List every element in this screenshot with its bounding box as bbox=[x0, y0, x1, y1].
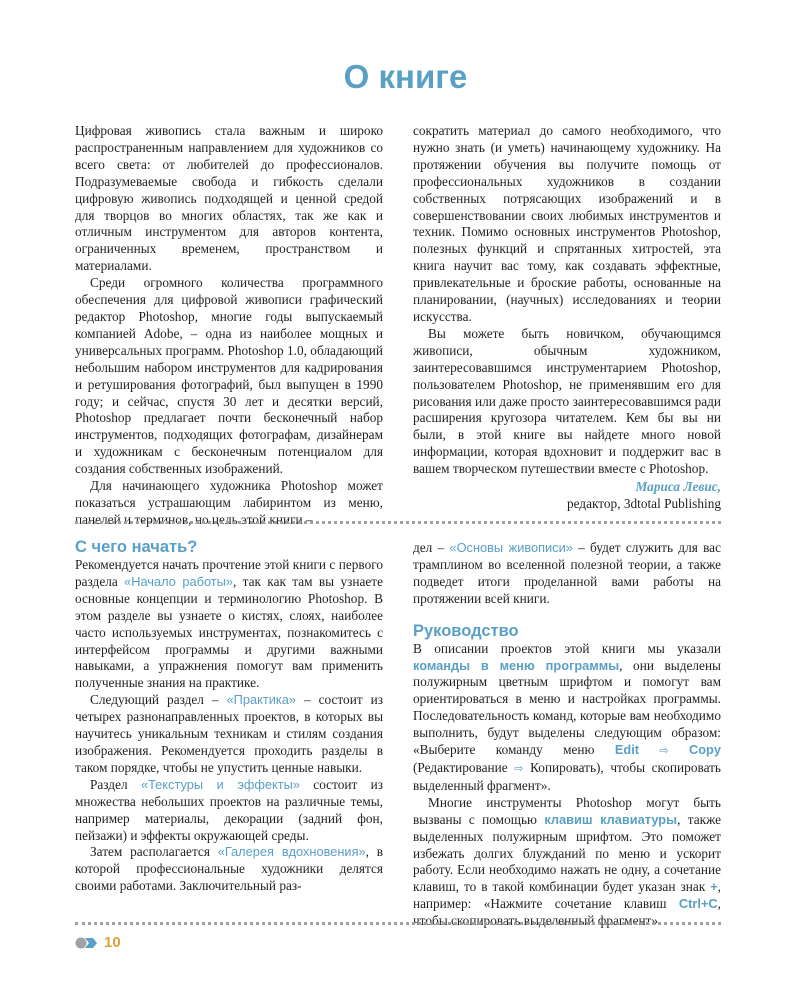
guide-paragraph: В описании проектов этой книги мы указали команды в меню программы, они выделены полужирным цветным шрифтом и помогут вам ориентироваться в меню и настройках программы. Последовательность команд, которые вам необходимо выполнить, будут выделены следующим образом: «Выберите команду меню Edit ⇨ Copy (Редактирование ⇨ Копировать), чтобы скопировать выделенный фрагмент». bbox=[413, 640, 721, 793]
start-paragraph: дел – «Основы живописи» – будет служить для вас трамплином во вселенной полезной теории, а также подведет итоги проделанной вами работы на протяжении всей книги. bbox=[413, 540, 721, 606]
section-link-gallery[interactable]: «Галерея вдохновения» bbox=[217, 844, 366, 860]
start-paragraph: Раздел «Текстуры и эффекты» состоит из множества небольших проектов на различные темы, например материалы, декорации (задний фон, пейзажи) и эффекты окружающей среды. bbox=[75, 776, 384, 843]
menu-edit-command: Edit bbox=[614, 742, 640, 758]
section-link-textures[interactable]: «Текстуры и эффекты» bbox=[140, 776, 300, 792]
section-link-start[interactable]: «Начало работы» bbox=[124, 573, 233, 589]
page-marker-icon bbox=[75, 936, 99, 950]
shortcut-ctrl-c: Ctrl+C bbox=[678, 896, 718, 912]
start-right-column bbox=[413, 540, 721, 930]
intro-right-column bbox=[413, 123, 721, 478]
menu-arrow-icon: ⇨ bbox=[659, 744, 669, 758]
intro-paragraph: сократить материал до самого необходимого, что нужно знать (и уметь) начинающему художнику. На протяжении обучения вы получите помощь от профессиональных художников в создании собственных потрясающих изображений и в совершенствовании своих любимых инструментов и техник. Помимо основных инструментов Photoshop, полезных функций и спрятанных хитростей, эта книга научит вас тому, как создавать эффектные, привлекательные и броские работы, основанные на планировании, (научных) исследованиях и теории искусства. bbox=[413, 123, 721, 324]
intro-paragraph: Вы можете быть новичком, обучающимся живописи, обычным художником, заинтересовавшимся инструментарием Photoshop, пользователем Photoshop, не применявшим его для рисования или даже просто заинтересовавшимся ради расширения кругозора читателем. Кем бы вы ни были, в этой книге вы найдете много новой информации, которая вдохновит и поддержит вас в вашем творческом путешествии вместе с Photoshop. bbox=[413, 325, 721, 477]
page-footer bbox=[75, 934, 121, 951]
section-divider bbox=[75, 521, 721, 524]
page-title: О книге bbox=[343, 58, 468, 95]
start-left-column bbox=[75, 557, 383, 895]
guide-paragraph: Многие инструменты Photoshop могут быть вызваны с помощью клавиш клавиатуры, также выделенных полужирным шрифтом. Это поможет избежать долгих блужданий по меню и ускорит работу. Если необходимо нажать не одну, а сочетание клавиш, то в такой комбинации будет указан знак +, например: «Нажмите сочетание клавиш Ctrl+C, чтобы скопировать выделенный фрагмент». bbox=[413, 794, 721, 929]
footer-divider bbox=[75, 922, 721, 925]
guide-heading: Руководство bbox=[413, 621, 519, 640]
page-number: 10 bbox=[104, 934, 121, 951]
intro-paragraph: Среди огромного количества программного обеспечения для цифровой живописи графический редактор Photoshop, многие годы выпускаемый компанией Adobe, – одна из наиболее мощных и универсальных программ. Photoshop 1.0, обладающий небольшим набором инструментов для кадрирования и ретуширования фотографий, был выпущен в 1990 году; и сейчас, спустя 30 лет и десятки версий, Photoshop предлагает почти бесконечный набор инструментов, подходящих фотографам, дизайнерам и художникам с бесконечным потенциалом для создания собственных изображений. bbox=[75, 275, 383, 477]
intro-paragraph: Цифровая живопись стала важным и широко распространенным направлением для художников со всего света: от любителей до профессионалов. Подразумеваемые свобода и гибкость сделали цифровую живопись подходящей и ценной средой для творцов во многих областях, так же как и отличным инструментом для авторов контента, ограниченных временем, пространством и материалами. bbox=[75, 123, 383, 274]
section-link-basics[interactable]: «Основы живописи» bbox=[449, 540, 573, 555]
signature-role: редактор, 3dtotal Publishing bbox=[566, 496, 721, 511]
start-heading: С чего начать? bbox=[75, 538, 198, 556]
plus-sign: + bbox=[710, 879, 718, 895]
menu-arrow-icon: ⇨ bbox=[514, 761, 524, 775]
start-paragraph: Рекомендуется начать прочтение этой книги с первого раздела «Начало работы», так как там вы узнаете основные концепции и терминологию Photoshop. В этом разделе вы узнаете о кистях, слоях, наиболее часто используемых инструментах, познакомитесь с интерфейсом программы и другими важными навыками, а упражнения помогут вам применить полученные знания на практике. bbox=[75, 557, 383, 691]
start-paragraph: Следующий раздел – «Практика» – состоит из четырех разнонаправленных проектов, в которых вы научитесь уникальным техникам и стилям создания изображения. Рекомендуется проходить разделы в таком порядке, чтобы не упустить ценные навыки. bbox=[75, 692, 383, 775]
keyboard-shortcuts-highlight: клавиш клавиатуры bbox=[544, 811, 678, 827]
menu-commands-highlight: команды в меню программы bbox=[413, 657, 620, 673]
start-paragraph: Затем располагается «Галерея вдохновения», в которой профессиональные художники делятся своими работами. Заключительный раз- bbox=[75, 844, 383, 894]
signature-name: Мариса Левис, bbox=[635, 479, 721, 494]
section-link-practice[interactable]: «Практика» bbox=[226, 692, 296, 708]
editor-signature bbox=[413, 478, 721, 512]
intro-left-column bbox=[75, 123, 383, 529]
menu-copy-command: Copy bbox=[688, 742, 721, 758]
intro-paragraph: Для начинающего художника Photoshop может показаться устрашающим лабиринтом из меню, панелей и терминов, но цель этой книги – bbox=[75, 478, 383, 527]
